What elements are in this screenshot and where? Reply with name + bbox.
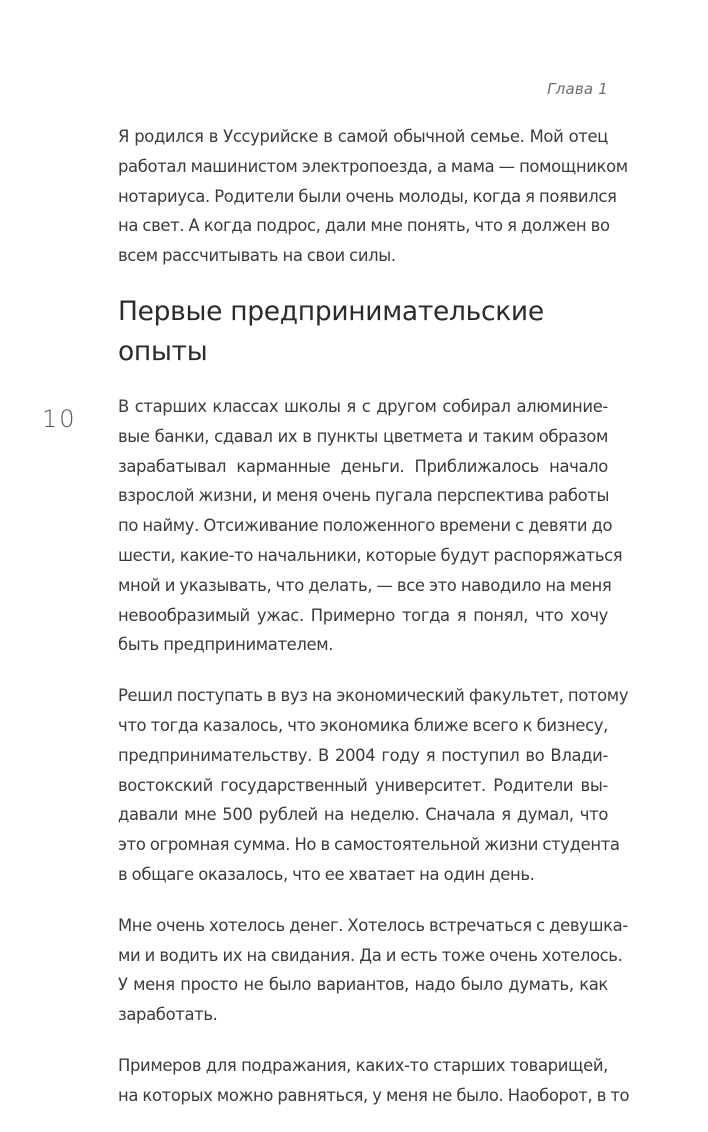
text-line: вые банки, сдавал их в пункты цветмета и таким образом <box>118 426 608 446</box>
paragraph-role-models <box>118 1051 630 1111</box>
heading-line: опыты <box>118 335 208 367</box>
page-number: 10 <box>42 405 77 433</box>
text-line: быть предпринимателем. <box>118 635 334 655</box>
paragraph-money <box>118 911 628 1030</box>
intro-paragraph <box>118 122 628 271</box>
text-line: что тогда казалось, что экономика ближе всего к бизнесу, <box>118 715 608 735</box>
text-line: У меня просто не было вариантов, надо было думать, как <box>118 975 608 995</box>
text-line: предпринимательству. В 2004 году я поступил во Влади- <box>118 745 608 765</box>
text-line: по найму. Отсиживание положенного времени с девяти до <box>118 516 613 536</box>
text-line: работал машинистом электропоезда, а мама — помощником <box>118 156 628 176</box>
text-line: Мне очень хотелось денег. Хотелось встречаться с девушка- <box>118 915 628 935</box>
section-heading <box>118 292 608 372</box>
text-line: востокский государственный университет. Родители вы- <box>118 775 608 795</box>
text-line: на которых можно равняться, у меня не было. Наоборот, в то <box>118 1085 630 1105</box>
text-line: всем рассчитывать на свои силы. <box>118 246 396 266</box>
text-line: Я родился в Уссурийске в самой обычной семье. Мой отец <box>118 127 608 146</box>
text-line: зарабатывал карманные деньги. Приближалось начало <box>118 456 608 476</box>
text-line: в общаге оказалось, что ее хватает на один день. <box>118 864 535 884</box>
text-line: невообразимый ужас. Примерно тогда я понял, что хочу <box>118 605 608 625</box>
running-head-chapter: Глава 1 <box>547 80 608 98</box>
text-line: шести, какие-то начальники, которые будут распоряжаться <box>118 545 623 565</box>
text-line: на свет. А когда подрос, дали мне понять, что я должен во <box>118 216 610 236</box>
page-content <box>118 122 630 1132</box>
heading-line: Первые предпринимательские <box>118 295 544 327</box>
paragraph-cans <box>118 392 623 660</box>
text-line: Примеров для подражания, каких-то старших товарищей, <box>118 1055 608 1075</box>
text-line: ми и водить их на свидания. Да и есть тоже очень хотелось. <box>118 945 623 965</box>
text-line: В старших классах школы я с другом собирал алюминие- <box>118 396 608 416</box>
paragraph-university <box>118 681 629 890</box>
text-line: Решил поступать в вуз на экономический факультет, потому <box>118 686 629 706</box>
text-line: заработать. <box>118 1005 218 1025</box>
text-line: нотариуса. Родители были очень молоды, когда я появился <box>118 186 617 206</box>
text-line: взрослой жизни, и меня очень пугала перспектива работы <box>118 486 610 506</box>
text-line: это огромная сумма. Но в самостоятельной жизни студента <box>118 835 620 855</box>
text-line: давали мне 500 рублей на неделю. Сначала я думал, что <box>118 805 608 825</box>
text-line: мной и указывать, что делать, — все это наводило на меня <box>118 575 612 595</box>
